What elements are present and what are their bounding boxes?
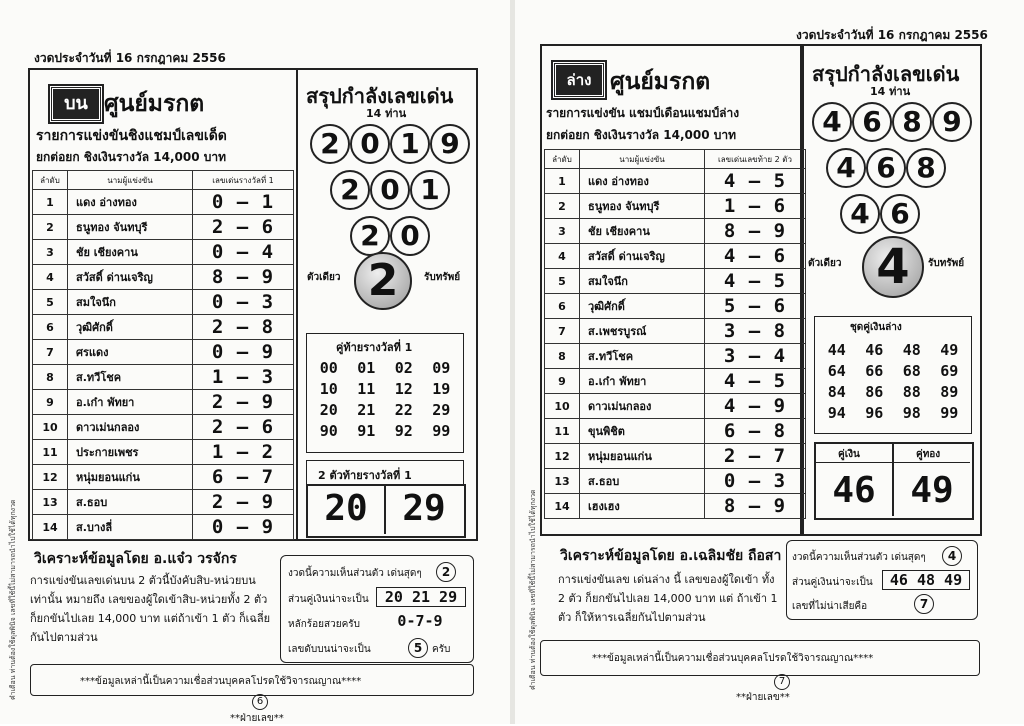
table-row: [33, 465, 294, 490]
pair-number: 46: [865, 341, 884, 359]
opinion-label-2-right: ส่วนคู่เงินน่าจะเป็น: [792, 577, 873, 588]
rank-cell: 13: [33, 490, 68, 515]
score-cell: 8 – 9: [705, 494, 806, 519]
pyramid-digit: 6: [852, 102, 892, 142]
rank-cell: 10: [545, 394, 580, 419]
pair-number: 86: [865, 383, 884, 401]
table-row: [545, 194, 806, 219]
opinion-label-3-right: เลขที่ไม่น่าเสียคือ: [792, 601, 868, 612]
table-row: [33, 265, 294, 290]
name-cell: ชัย เชียงคาน: [580, 219, 705, 244]
rank-cell: 9: [33, 390, 68, 415]
ranking-table: [32, 170, 294, 540]
pair-number: 69: [940, 362, 959, 380]
single-label-right: รับทรัพย์: [424, 272, 461, 283]
pair-number: 99: [940, 404, 959, 422]
score-cell: 2 – 7: [705, 444, 806, 469]
score-cell: 1 – 3: [193, 365, 294, 390]
pair-number: 64: [827, 362, 846, 380]
name-cell: ส.ทวีโชค: [580, 344, 705, 369]
pair-label-1: คู่เงิน: [838, 449, 860, 460]
score-cell: 4 – 5: [705, 269, 806, 294]
pair-number: 68: [902, 362, 921, 380]
analysis-title: วิเคราะห์ข้อมูลโดย อ.แจ๋ว วรจักร: [34, 551, 237, 567]
score-cell: 4 – 9: [705, 394, 806, 419]
two-values-header-line: [816, 462, 970, 463]
score-cell: 0 – 9: [193, 515, 294, 540]
contest-subtitle: รายการแข่งขันชิงแชมป์เลขเด็ด: [36, 128, 227, 144]
bottom-label-right: **ฝ่ายเลข**: [736, 692, 790, 703]
name-cell: ดาวเม่นกลอง: [580, 394, 705, 419]
pair-number: 99: [432, 422, 451, 440]
analysis-title-right: วิเคราะห์ข้อมูลโดย อ.เฉลิมชัย ถือสา: [560, 548, 782, 564]
table-row: [33, 490, 294, 515]
table-row: [33, 515, 294, 540]
opinion-value-3: 0-7-9: [397, 612, 443, 630]
prize-line-right: ยกต่อยก ชิงเงินรางวัล 14,000 บาท: [546, 128, 737, 142]
table-row: [545, 469, 806, 494]
table-row: [33, 315, 294, 340]
score-cell: 2 – 6: [193, 215, 294, 240]
name-cell: ดาวเม่นกลอง: [68, 415, 193, 440]
opinion-value-2: 20 21 29: [376, 587, 466, 607]
score-cell: 1 – 2: [193, 440, 294, 465]
col-score: เลขเด่นรางวัลที่ 1: [193, 171, 294, 190]
table-row: [545, 419, 806, 444]
rank-cell: 9: [545, 369, 580, 394]
summary-count-right: 14 ท่าน: [870, 85, 911, 98]
table-row: [33, 190, 294, 215]
page-number-right: 7: [774, 674, 790, 690]
pair-number: 84: [827, 383, 846, 401]
score-cell: 0 – 9: [193, 340, 294, 365]
rank-cell: 3: [33, 240, 68, 265]
name-cell: สวัสดิ์ ด่านเจริญ: [580, 244, 705, 269]
rank-cell: 11: [33, 440, 68, 465]
bottom-label: **ฝ่ายเลข**: [230, 713, 284, 724]
pyramid-digit: 4: [826, 148, 866, 188]
table-row: [33, 415, 294, 440]
summary-title-right: สรุปกำลังเลขเด่น: [812, 62, 960, 86]
pyramid-digit: 6: [866, 148, 906, 188]
table-row: [33, 440, 294, 465]
pair-number: 20: [319, 401, 338, 419]
rank-cell: 1: [545, 169, 580, 194]
name-cell: ชัย เชียงคาน: [68, 240, 193, 265]
pyramid-digit: 6: [880, 194, 920, 234]
score-cell: 6 – 8: [705, 419, 806, 444]
table-row: [545, 244, 806, 269]
table-row: [33, 365, 294, 390]
rank-cell: 14: [33, 515, 68, 540]
pyramid-digit: 0: [390, 216, 430, 256]
pair-number: 90: [319, 422, 338, 440]
table-row: [545, 219, 806, 244]
section-badge: บน: [50, 86, 102, 122]
table-row: [33, 290, 294, 315]
pair-number: 49: [940, 341, 959, 359]
pair-number: 88: [902, 383, 921, 401]
issue-date: งวดประจำวันที่ 16 กรกฎาคม 2556: [34, 51, 226, 65]
pyramid-digit: 9: [932, 102, 972, 142]
opinion-suffix-4: ครับ: [432, 644, 451, 655]
col-rank: ลำดับ: [33, 171, 68, 190]
brand-title-right: ศูนย์มรกต: [610, 69, 711, 95]
pair-number: 00: [319, 359, 338, 377]
name-cell: ส.ธอบ: [580, 469, 705, 494]
name-cell: ประกายเพชร: [68, 440, 193, 465]
single-digit: 2: [354, 252, 412, 310]
table-header: [33, 171, 294, 190]
rank-cell: 14: [545, 494, 580, 519]
name-cell: อ.เก๋า พัทยา: [68, 390, 193, 415]
name-cell: เฮงเฮง: [580, 494, 705, 519]
pyramid-digit: 8: [906, 148, 946, 188]
pair-number: 66: [865, 362, 884, 380]
pyramid-digit: 2: [310, 124, 350, 164]
pyramid-digit: 1: [390, 124, 430, 164]
pair-number: 44: [827, 341, 846, 359]
pairs-title: คู่ท้ายรางวัลที่ 1: [336, 341, 413, 354]
name-cell: วุฒิศักดิ์: [580, 294, 705, 319]
name-cell: ส.บางลี่: [68, 515, 193, 540]
summary-count: 14 ท่าน: [366, 107, 407, 120]
table-row: [545, 269, 806, 294]
pair-number: 94: [827, 404, 846, 422]
analysis-text-right: การแข่งขันเลข เด่นล่าง นี้ เลขของผู้ใดเข้า ทั้ง 2 ตัว ก็ยกขันไปเลย 14,000 บาท แต่ ถ้าเข้า 1 ตัว ก็ให้หารเฉลี่ยกันไปตามส่วน: [558, 573, 778, 624]
rank-cell: 8: [545, 344, 580, 369]
pyramid-digit: 2: [330, 170, 370, 210]
prize-line: ยกต่อยก ชิงเงินรางวัล 14,000 บาท: [36, 150, 227, 164]
name-cell: สมใจนึก: [580, 269, 705, 294]
two-title: 2 ตัวท้ายรางวัลที่ 1: [318, 469, 412, 482]
pyramid-digit: 0: [350, 124, 390, 164]
analysis-text: การแข่งขันเลขเด่นบน 2 ตัวนี้บังคับสิบ-หน่วยบน เท่านั้น หมายถึง เลขของผู้ใดเข้าสิบ-หน่วยทั้ง 2 ตัว ก็ยกขันไปเลย 14,000 บาท แต่ถ้าเข้า 1 ตัว ก็เฉลี่ยกันไปตามส่วน: [30, 574, 271, 644]
pair-number: 22: [394, 401, 413, 419]
score-cell: 0 – 3: [705, 469, 806, 494]
table-row: [545, 294, 806, 319]
opinion-value-2-right: 46 48 49: [882, 570, 970, 590]
pair-number: 89: [940, 383, 959, 401]
opinion-value-3-right: 7: [914, 594, 934, 614]
opinion-value-1: 2: [436, 562, 456, 582]
opinion-label-3: หลักร้อยสวยครับ: [288, 619, 360, 630]
footer-note-right: ***ข้อมูลเหล่านี้เป็นความเชื่อส่วนบุคคลโปรดใช้วิจารณญาณ****: [592, 653, 874, 664]
score-cell: 2 – 8: [193, 315, 294, 340]
brand-title: ศูนย์มรกต: [104, 91, 205, 117]
name-cell: ส.เพชรบูรณ์: [580, 319, 705, 344]
table-row: [545, 444, 806, 469]
table-row: [33, 340, 294, 365]
opinion-value-1-right: 4: [942, 546, 962, 566]
score-cell: 5 – 6: [705, 294, 806, 319]
rank-cell: 3: [545, 219, 580, 244]
pair-number: 29: [432, 401, 451, 419]
table-row: [545, 394, 806, 419]
score-cell: 4 – 5: [705, 169, 806, 194]
name-cell: สมใจนึก: [68, 290, 193, 315]
pyramid-digit: 8: [892, 102, 932, 142]
table-header-right: [545, 150, 806, 169]
pair-number: 98: [902, 404, 921, 422]
name-cell: อ.เก๋า พัทยา: [580, 369, 705, 394]
pair-number: 48: [902, 341, 921, 359]
pyramid-digit: 4: [840, 194, 880, 234]
rank-cell: 10: [33, 415, 68, 440]
pair-number: 09: [432, 359, 451, 377]
rank-cell: 8: [33, 365, 68, 390]
col-score-right: เลขเด่นเลขท้าย 2 ตัว: [705, 150, 806, 169]
side-note-right: คำเตือน ท่านต้องใช้ดุลพินิจ เลขที่ใช้นี้ไม่สามารถนำไปใช้ได้ทุกงวด: [529, 489, 537, 690]
rank-cell: 1: [33, 190, 68, 215]
rank-cell: 12: [33, 465, 68, 490]
pair-label-2: คู่ทอง: [916, 449, 941, 460]
table-row: [33, 215, 294, 240]
pyramid-digit: 9: [430, 124, 470, 164]
name-cell: ศรแดง: [68, 340, 193, 365]
name-cell: ส.ทวีโชค: [68, 365, 193, 390]
page-number: 6: [252, 694, 268, 710]
score-cell: 4 – 5: [705, 369, 806, 394]
name-cell: แดง อ่างทอง: [580, 169, 705, 194]
name-cell: วุฒิศักดิ์: [68, 315, 193, 340]
rank-cell: 2: [33, 215, 68, 240]
name-cell: ธนูทอง จันทบุรี: [580, 194, 705, 219]
col-name-right: นามผู้แข่งขัน: [580, 150, 705, 169]
single-label2-right: รับทรัพย์: [928, 258, 965, 269]
rank-cell: 12: [545, 444, 580, 469]
opinion-label-2: ส่วนคู่เงินน่าจะเป็น: [288, 594, 369, 605]
name-cell: หนุ่มยอนแก่น: [68, 465, 193, 490]
name-cell: ส.ธอบ: [68, 490, 193, 515]
rank-cell: 5: [545, 269, 580, 294]
pair-number: 91: [357, 422, 376, 440]
pair-number: 12: [394, 380, 413, 398]
name-cell: แดง อ่างทอง: [68, 190, 193, 215]
single-digit-right: 4: [862, 236, 924, 298]
score-cell: 6 – 7: [193, 465, 294, 490]
table-row: [545, 169, 806, 194]
pair-number: 21: [357, 401, 376, 419]
summary-title: สรุปกำลังเลขเด่น: [306, 84, 454, 108]
opinion-label-1-right: งวดนี้ความเห็นส่วนตัว เด่นสุดๆ: [792, 552, 926, 563]
table-row: [545, 494, 806, 519]
score-cell: 0 – 3: [193, 290, 294, 315]
rank-cell: 4: [545, 244, 580, 269]
table-row: [545, 369, 806, 394]
opinion-label-1: งวดนี้ความเห็นส่วนตัว เด่นสุดๆ: [288, 568, 422, 579]
rank-cell: 6: [33, 315, 68, 340]
name-cell: สวัสดิ์ ด่านเจริญ: [68, 265, 193, 290]
rank-cell: 4: [33, 265, 68, 290]
score-cell: 4 – 6: [705, 244, 806, 269]
pyramid-digit: 4: [812, 102, 852, 142]
pyramid-digit: 2: [350, 216, 390, 256]
name-cell: ธนูทอง จันทบุรี: [68, 215, 193, 240]
rank-cell: 13: [545, 469, 580, 494]
score-cell: 0 – 4: [193, 240, 294, 265]
ranking-table-right: [544, 149, 806, 519]
score-cell: 0 – 1: [193, 190, 294, 215]
contest-subtitle-right: รายการแข่งขัน แชมป์เดือนแชมป์ล่าง: [546, 106, 740, 120]
pyramid-digit: 1: [410, 170, 450, 210]
two-value-2: 29: [402, 488, 446, 529]
pyramid-digit: 0: [370, 170, 410, 210]
rank-cell: 6: [545, 294, 580, 319]
issue-date-right: งวดประจำวันที่ 16 กรกฎาคม 2556: [796, 28, 988, 42]
table-row: [545, 344, 806, 369]
section-badge-right: ล่าง: [553, 62, 605, 98]
pairs-grid: [310, 358, 460, 442]
score-cell: 8 – 9: [193, 265, 294, 290]
rank-cell: 11: [545, 419, 580, 444]
pair-number: 02: [394, 359, 413, 377]
two-value-2-right: 49: [910, 470, 954, 511]
pair-number: 96: [865, 404, 884, 422]
table-row: [33, 390, 294, 415]
score-cell: 3 – 4: [705, 344, 806, 369]
footer-note: ***ข้อมูลเหล่านี้เป็นความเชื่อส่วนบุคคลโปรดใช้วิจารณญาณ****: [80, 676, 362, 687]
pair-number: 11: [357, 380, 376, 398]
score-cell: 2 – 9: [193, 390, 294, 415]
name-cell: ขุนพิชิต: [580, 419, 705, 444]
score-cell: 2 – 6: [193, 415, 294, 440]
pair-number: 10: [319, 380, 338, 398]
table-row: [545, 319, 806, 344]
pairs-grid-right: [818, 340, 968, 424]
rank-cell: 7: [545, 319, 580, 344]
pairs-title-right: ชุดคู่เงินล่าง: [850, 322, 902, 333]
single-label-right-page: ตัวเดียว: [808, 258, 842, 269]
single-label: ตัวเดียว: [307, 272, 341, 283]
rank-cell: 7: [33, 340, 68, 365]
score-cell: 2 – 9: [193, 490, 294, 515]
col-name: นามผู้แข่งขัน: [68, 171, 193, 190]
opinion-value-4: 5: [408, 638, 428, 658]
col-rank-right: ลำดับ: [545, 150, 580, 169]
pair-number: 19: [432, 380, 451, 398]
two-value-1: 20: [324, 488, 368, 529]
table-row: [33, 240, 294, 265]
opinion-label-4: เลขดับบนน่าจะเป็น: [288, 644, 371, 655]
side-note: คำเตือน ท่านต้องใช้ดุลพินิจ เลขที่ใช้นี้ไม่สามารถนำไปใช้ได้ทุกงวด: [9, 499, 17, 700]
rank-cell: 5: [33, 290, 68, 315]
rank-cell: 2: [545, 194, 580, 219]
two-value-1-right: 46: [832, 470, 876, 511]
score-cell: 1 – 6: [705, 194, 806, 219]
name-cell: หนุ่มยอนแก่น: [580, 444, 705, 469]
pair-number: 01: [357, 359, 376, 377]
score-cell: 8 – 9: [705, 219, 806, 244]
score-cell: 3 – 8: [705, 319, 806, 344]
pair-number: 92: [394, 422, 413, 440]
